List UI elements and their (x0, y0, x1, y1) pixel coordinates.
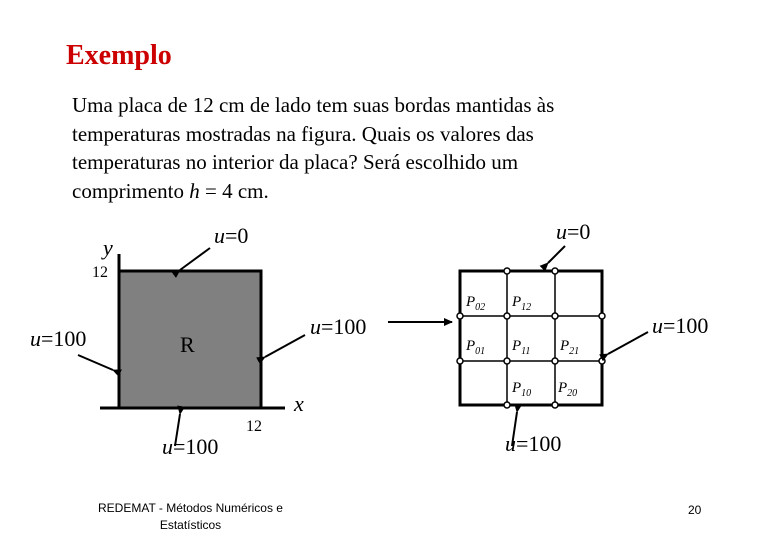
page-number: 20 (688, 503, 702, 517)
point-label-p12 (512, 294, 531, 313)
point-base: P (466, 338, 476, 354)
left-top-label (214, 223, 248, 249)
value: =100 (516, 431, 562, 456)
statement-line-3: temperaturas no interior da placa? Será escolhido um (72, 150, 519, 174)
region-label: R (180, 332, 195, 357)
value: =100 (173, 434, 219, 459)
statement-line-4-prefix: comprimento (72, 178, 190, 203)
node (552, 402, 558, 408)
var-u: u (214, 223, 225, 248)
arrow-right (265, 335, 305, 357)
left-left-label (30, 326, 86, 352)
value: =100 (41, 326, 87, 351)
footer-line-2: Estatísticos (159, 518, 222, 532)
value: =0 (567, 219, 591, 244)
point-label-p01 (466, 338, 485, 357)
left-right-label (310, 314, 366, 340)
point-label-p02 (466, 294, 485, 313)
point-subscript: 01 (475, 346, 486, 357)
node (504, 313, 510, 319)
arrow-right-grid (608, 332, 648, 354)
y-axis-label: y (103, 235, 113, 260)
node (504, 402, 510, 408)
footer-line-1: REDEMAT - Métodos Numéricos e (98, 501, 283, 515)
point-subscript: 20 (567, 388, 578, 399)
var-u: u (30, 326, 41, 351)
value: =100 (321, 314, 367, 339)
point-label-p11 (512, 338, 530, 357)
arrow-left (78, 355, 113, 370)
node (552, 313, 558, 319)
point-subscript: 21 (569, 346, 580, 357)
right-top-label (556, 219, 590, 245)
point-subscript: 12 (521, 302, 532, 313)
right-bottom-label (505, 431, 561, 457)
arrow-top-right (548, 246, 565, 263)
arrow-top-left (180, 248, 210, 270)
node (504, 358, 510, 364)
value: =100 (663, 313, 709, 338)
statement-line-1: Uma placa de 12 cm de lado tem suas bordas mantidas às (72, 93, 555, 117)
node (599, 313, 605, 319)
node (552, 268, 558, 274)
slide-title: Exemplo (66, 40, 172, 71)
point-base: P (512, 294, 522, 310)
point-subscript: 11 (521, 346, 531, 357)
point-base: P (558, 380, 568, 396)
var-u: u (162, 434, 173, 459)
var-u: u (505, 431, 516, 456)
point-base: P (512, 380, 522, 396)
var-u: u (556, 219, 567, 244)
node (457, 313, 463, 319)
point-label-p20 (558, 380, 577, 399)
right-right-label (652, 313, 708, 339)
value: =0 (225, 223, 249, 248)
statement-line-2: temperaturas mostradas na figura. Quais os valores das (72, 121, 534, 146)
left-bottom-label (162, 434, 218, 460)
footer-text (88, 500, 293, 534)
var-u: u (310, 314, 321, 339)
point-base: P (466, 294, 476, 310)
point-subscript: 02 (475, 302, 486, 313)
statement-line-4-suffix: = 4 cm. (199, 178, 269, 203)
point-subscript: 10 (521, 388, 532, 399)
node (457, 358, 463, 364)
y-tick-12: 12 (92, 264, 108, 281)
node (552, 358, 558, 364)
point-base: P (512, 338, 522, 354)
point-label-p10 (512, 380, 531, 399)
node (504, 268, 510, 274)
point-base: P (560, 338, 570, 354)
step-variable-h: h (189, 178, 200, 203)
var-u: u (652, 313, 663, 338)
node (599, 358, 605, 364)
x-axis-label: x (294, 391, 304, 416)
x-tick-12: 12 (246, 418, 262, 435)
point-label-p21 (560, 338, 579, 357)
